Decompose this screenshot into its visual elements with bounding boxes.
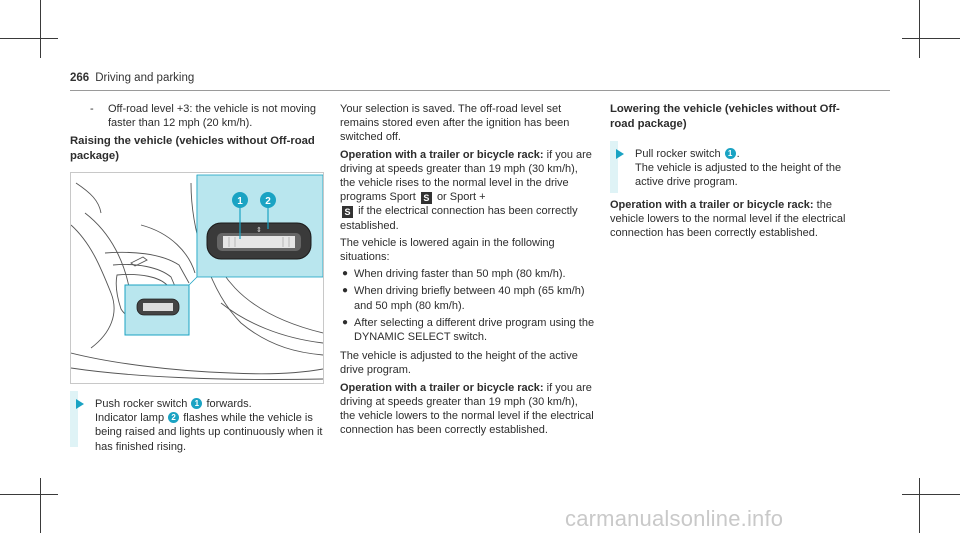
paragraph: The vehicle is adjusted to the height of the active drive program. [340, 350, 578, 377]
paragraph: The vehicle is lowered again in the following situations: [340, 236, 555, 264]
instruction-step: Pull rocker switch 1 . The vehicle is adjusted to the height of the active drive program. [610, 147, 860, 190]
watermark: carmanualsonline.info [565, 506, 784, 531]
step-arrow-icon [616, 149, 624, 159]
list-item: ● After selecting a different drive program using the DYNAMIC SELECT switch. [342, 316, 595, 344]
paragraph: Operation with a trailer or bicycle rack: if you are driving at speeds greater than 19 mph (30 km/h), the vehicle rises to the normal level in the drive programs Sport S or Sport + S if the electrical connection has been correctly established. [340, 148, 592, 232]
column-1-step [70, 397, 326, 462]
crop-mark [40, 0, 41, 58]
paragraph: Operation with a trailer or bicycle rack: the vehicle lowers to the normal level if the electrical connection has been correctly established. [610, 198, 846, 240]
crop-mark [902, 494, 960, 495]
section-heading: Lowering the vehicle (vehicles without Off-road package) [610, 103, 840, 130]
step-arrow-icon [76, 399, 84, 409]
instruction-step: Push rocker switch 1 forwards. Indicator lamp 2 flashes while the vehicle is being raised and lights up continuously when it has finished rising. [70, 397, 326, 454]
callout-1: 1 [237, 196, 243, 207]
badge-2: 2 [168, 412, 179, 423]
sport-plus-icon: S [342, 206, 353, 218]
header-rule [70, 90, 890, 91]
paragraph: Operation with a trailer or bicycle rack: if you are driving at speeds greater than 19 mph (30 km/h), the vehicle lowers to the normal level if the electrical connection has been correctly established. [340, 381, 594, 437]
column-1 [70, 102, 324, 167]
paragraph: Your selection is saved. The off-road level set remains stored even after the ignition has been switched off. [340, 103, 570, 144]
dash-item: - Off-road level +3: the vehicle is not moving faster than 12 mph (20 km/h). [90, 103, 316, 130]
badge-1: 1 [191, 398, 202, 409]
list-item: ● When driving briefly between 40 mph (65 km/h) and 50 mph (80 km/h). [342, 285, 585, 312]
crop-mark [40, 478, 41, 533]
sport-icon: S [421, 192, 432, 204]
section-title: Driving and parking [95, 72, 195, 84]
svg-text:⇕: ⇕ [256, 226, 262, 234]
page-number: 266 [70, 72, 90, 84]
badge-1: 1 [725, 148, 736, 159]
bullet-list [340, 267, 596, 344]
crop-mark [0, 494, 58, 495]
callout-2: 2 [265, 196, 271, 207]
list-item: ● When driving faster than 50 mph (80 km/h). [342, 268, 566, 281]
rocker-switch-illustration [70, 172, 324, 384]
crop-mark [919, 0, 920, 58]
section-heading: Raising the vehicle (vehicles without Off-road package) [70, 135, 315, 162]
crop-mark [919, 478, 920, 533]
column-3 [610, 102, 860, 243]
crop-mark [902, 38, 960, 39]
crop-mark [0, 38, 58, 39]
column-2 [340, 102, 596, 440]
page-header [70, 72, 194, 84]
console-drawing [71, 173, 323, 383]
